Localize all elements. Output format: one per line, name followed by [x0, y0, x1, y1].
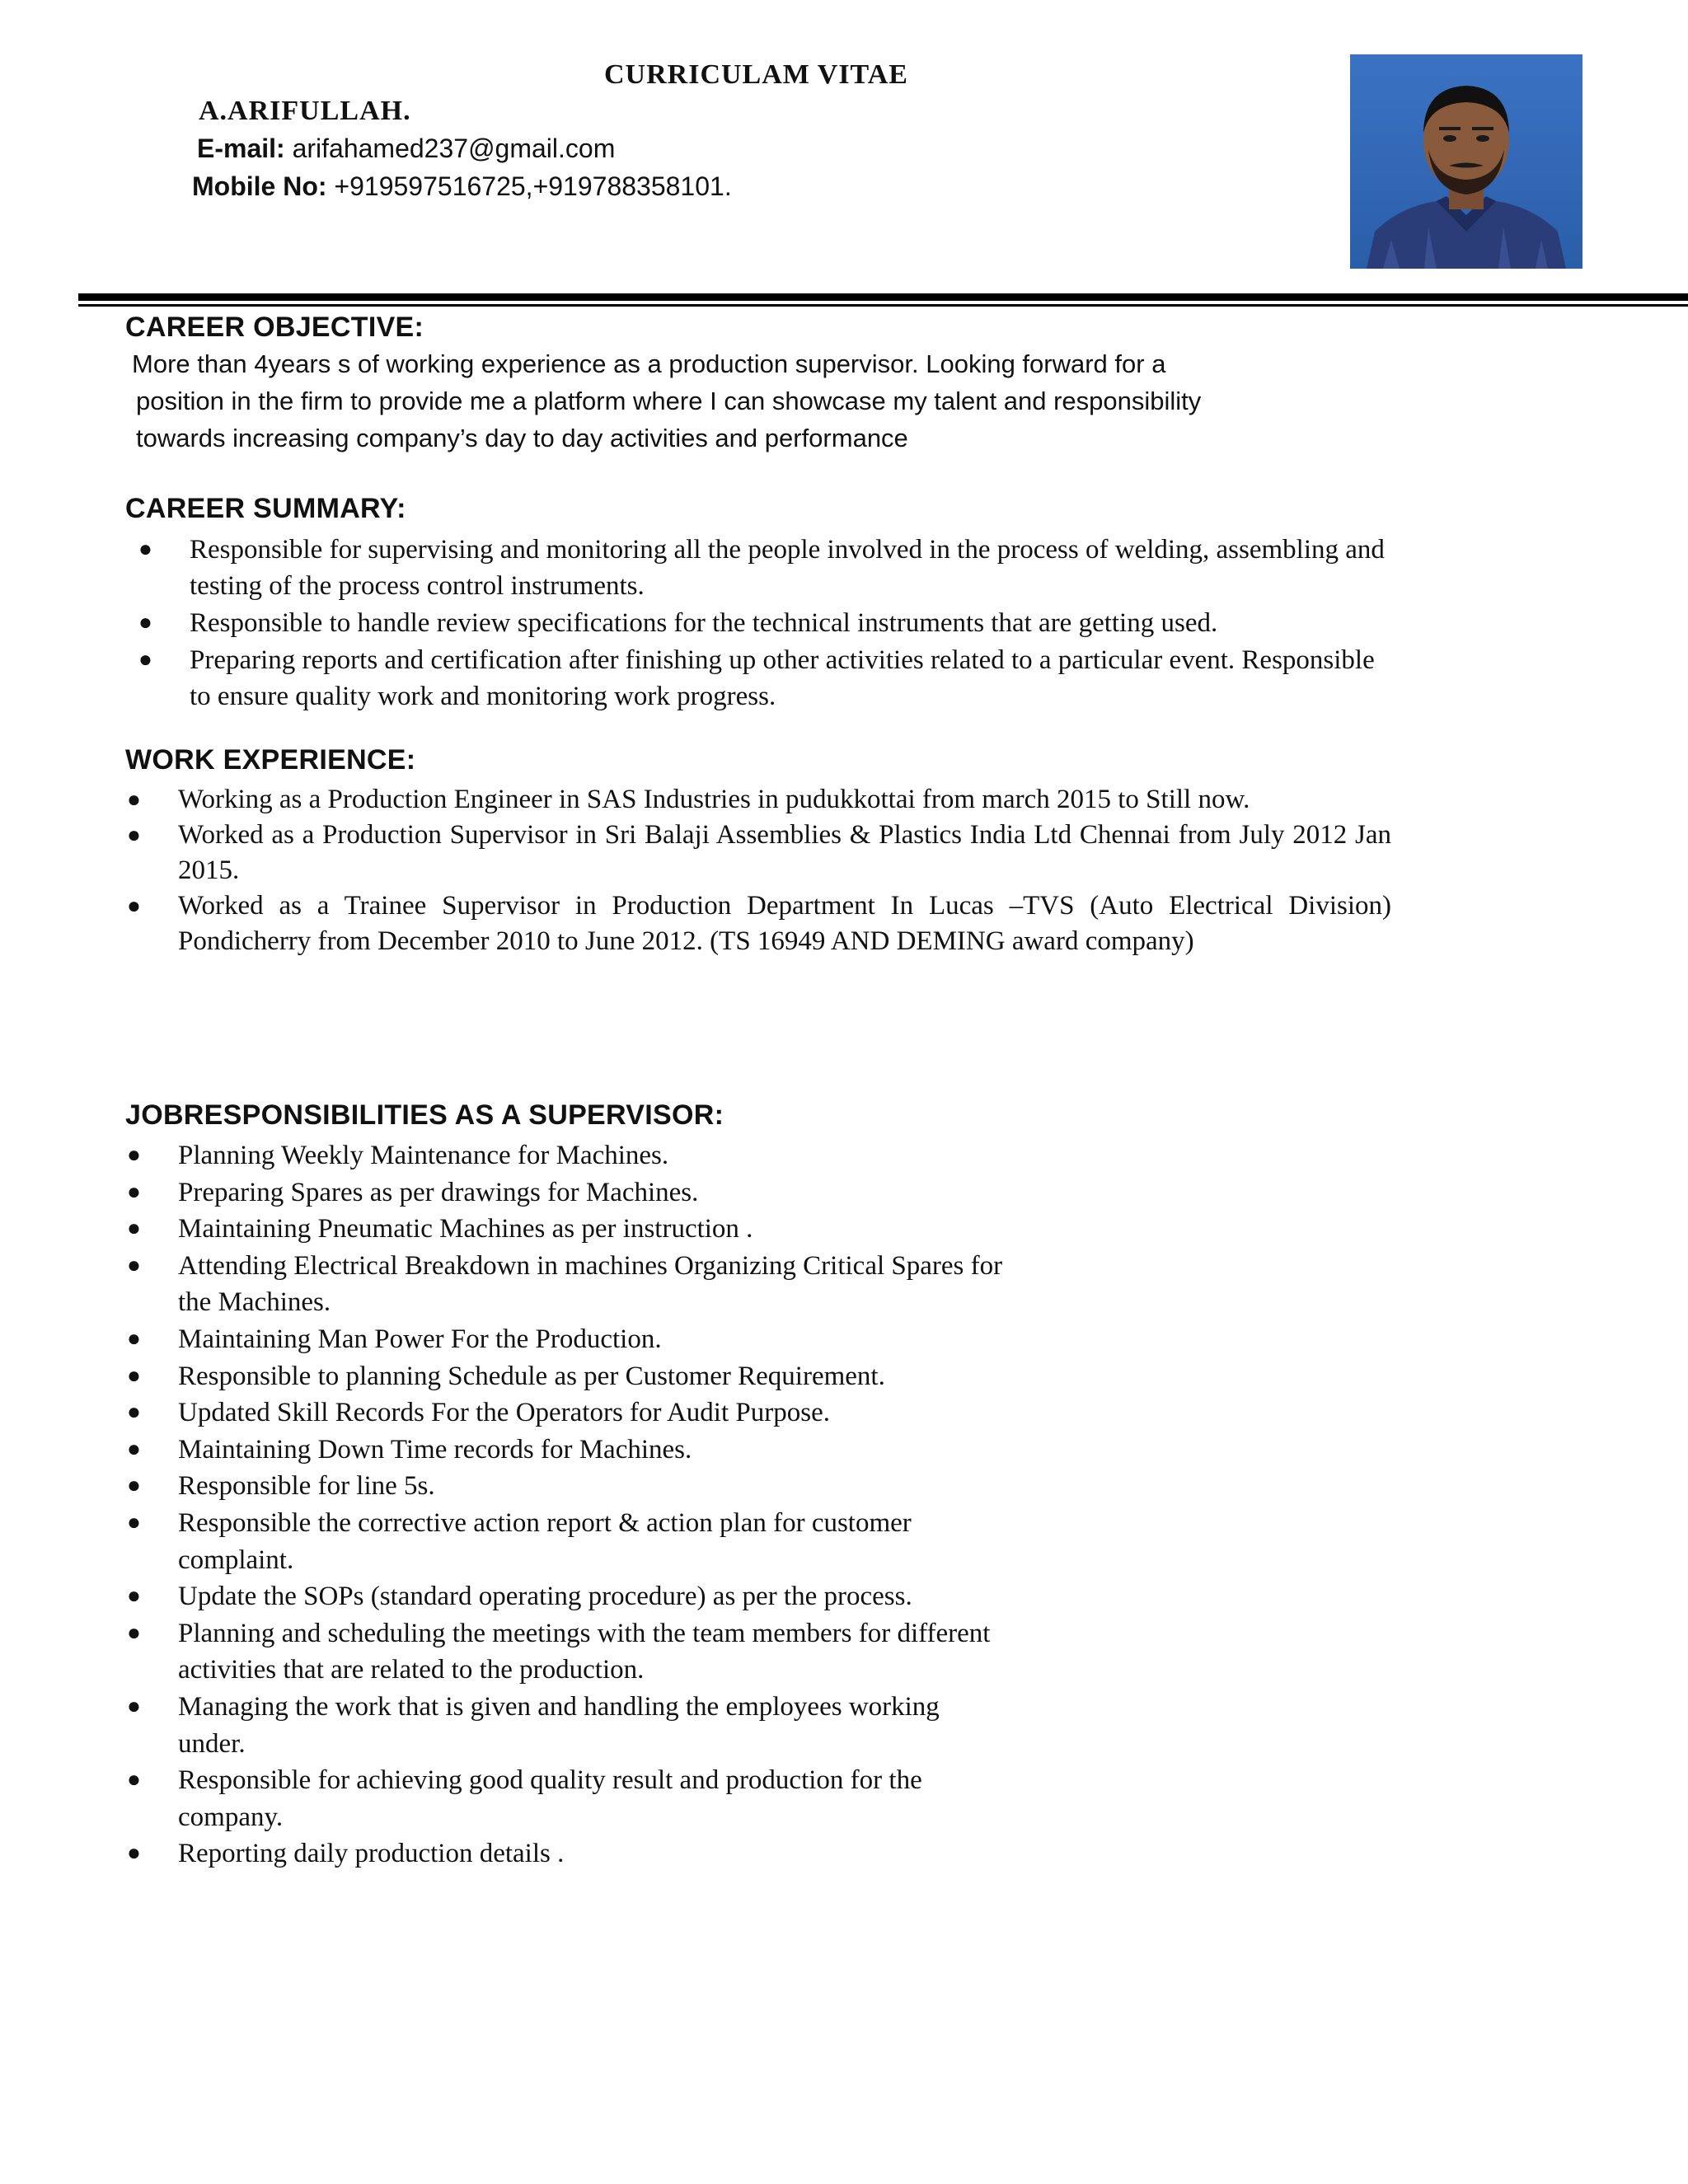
responsibility-text: Responsible the corrective action report & action plan for customer complaint. [178, 1507, 912, 1575]
responsibility-text: Attending Electrical Breakdown in machines Organizing Critical Spares for the Machines. [178, 1250, 1003, 1318]
bullet-icon: ● [138, 647, 152, 673]
list-item [127, 1394, 1010, 1432]
list-item [127, 1174, 1010, 1212]
list-item [138, 605, 1393, 641]
list-item [138, 532, 1393, 604]
mobile-line [192, 171, 732, 202]
job-responsibilities-heading: JOBRESPONSIBILITIES AS A SUPERVISOR: [125, 1099, 724, 1131]
bullet-icon: ● [138, 610, 152, 635]
list-item [127, 1578, 1010, 1615]
bullet-icon: ● [127, 1179, 141, 1205]
list-item [127, 1321, 1010, 1358]
work-item-text: Working as a Production Engineer in SAS Industries in pudukkottai from march 2015 to Still now. [178, 785, 1250, 814]
job-responsibilities-list [127, 1137, 1100, 1872]
bullet-icon: ● [127, 1325, 141, 1352]
bullet-icon: ● [127, 1362, 141, 1389]
responsibility-text: Responsible for line 5s. [178, 1471, 435, 1502]
career-summary-list [138, 532, 1393, 715]
objective-line: towards increasing company’s day to day activities and performance [136, 424, 908, 452]
mobile-value: +919597516725,+919788358101. [334, 171, 732, 201]
work-item-text: Worked as a Trainee Supervisor in Production Department In Lucas –TVS (Auto Electrical Division) Pondicherry from December 2010 to June 2012. (TS 16949 AND DEMING award company) [178, 891, 1391, 956]
responsibility-text: Maintaining Man Power For the Production. [178, 1324, 662, 1354]
responsibility-text: Maintaining Down Time records for Machines. [178, 1434, 692, 1465]
bullet-icon: ● [127, 1767, 141, 1793]
header-rule-thick [78, 293, 1688, 301]
bullet-icon: ● [127, 893, 141, 919]
summary-item-text: Responsible for supervising and monitoring all the people involved in the process of welding, assembling and testing of the process control instruments. [190, 535, 1385, 601]
summary-item-text: Responsible to handle review specifications for the technical instruments that are getting used. [190, 608, 1218, 638]
responsibility-text: Responsible for achieving good quality result and production for the company. [178, 1765, 922, 1832]
list-item [127, 1615, 1100, 1689]
bullet-icon: ● [127, 1216, 141, 1242]
list-item [127, 1358, 1010, 1395]
list-item [127, 1248, 1010, 1321]
bullet-icon: ● [127, 1473, 141, 1499]
list-item [127, 1835, 1010, 1872]
bullet-icon: ● [127, 787, 141, 813]
list-item [127, 1762, 1010, 1835]
work-experience-heading: WORK EXPERIENCE: [125, 744, 416, 776]
bullet-icon: ● [127, 1252, 141, 1278]
candidate-name: A.ARIFULLAH. [199, 96, 411, 126]
career-summary-heading: CAREER SUMMARY: [125, 493, 406, 524]
responsibility-text: Reporting daily production details . [178, 1839, 565, 1869]
bullet-icon: ● [127, 1142, 141, 1168]
responsibility-text: Planning Weekly Maintenance for Machines. [178, 1141, 669, 1170]
responsibility-text: Planning and scheduling the meetings with the team members for different activities that are related to the production. [178, 1618, 1100, 1685]
bullet-icon: ● [127, 1840, 141, 1867]
profile-photo [1350, 54, 1582, 269]
list-item [138, 642, 1393, 715]
responsibility-text: Maintaining Pneumatic Machines as per instruction . [178, 1214, 753, 1244]
email-line [197, 134, 615, 164]
work-experience-list [127, 782, 1391, 959]
responsibility-text: Update the SOPs (standard operating procedure) as per the process. [178, 1582, 912, 1612]
list-item [127, 1468, 1010, 1505]
bullet-icon: ● [127, 823, 141, 848]
list-item [127, 888, 1391, 959]
objective-line: More than 4years s of working experience as a production supervisor. Looking forward for a [132, 349, 1166, 378]
list-item [127, 818, 1391, 888]
list-item [127, 1505, 1010, 1578]
list-item [127, 1432, 1010, 1469]
mobile-label: Mobile No: [192, 171, 327, 201]
bullet-icon: ● [127, 1509, 141, 1535]
summary-item-text: Preparing reports and certification after finishing up other activities related to a particular event. Responsible to ensure quality work and monitoring work progress. [190, 645, 1375, 711]
list-item [127, 1137, 1010, 1174]
responsibility-text: Preparing Spares as per drawings for Machines. [178, 1177, 699, 1207]
responsibility-text: Updated Skill Records For the Operators for Audit Purpose. [178, 1398, 830, 1428]
list-item [127, 1211, 1010, 1248]
bullet-icon: ● [127, 1436, 141, 1462]
email-value: arifahamed237@gmail.com [292, 134, 616, 163]
list-item [127, 1689, 1010, 1762]
header-rule-thin [78, 304, 1688, 307]
bullet-icon: ● [127, 1399, 141, 1426]
objective-line: position in the firm to provide me a platform where I can showcase my talent and responsibility [136, 387, 1202, 415]
document-title: CURRICULAM VITAE [604, 59, 908, 90]
bullet-icon: ● [138, 537, 152, 562]
career-objective-heading: CAREER OBJECTIVE: [125, 312, 424, 343]
list-item [127, 782, 1391, 818]
bullet-icon: ● [127, 1693, 141, 1719]
email-label: E-mail: [197, 134, 285, 163]
bullet-icon: ● [127, 1583, 141, 1610]
responsibility-text: Responsible to planning Schedule as per Customer Requirement. [178, 1361, 885, 1391]
bullet-icon: ● [127, 1619, 141, 1646]
profile-photo-drawing [1350, 54, 1582, 269]
responsibility-text: Managing the work that is given and handling the employees working under. [178, 1691, 940, 1759]
work-item-text: Worked as a Production Supervisor in Sri Balaji Assemblies & Plastics India Ltd Chennai from July 2012 Jan 2015. [178, 820, 1391, 885]
